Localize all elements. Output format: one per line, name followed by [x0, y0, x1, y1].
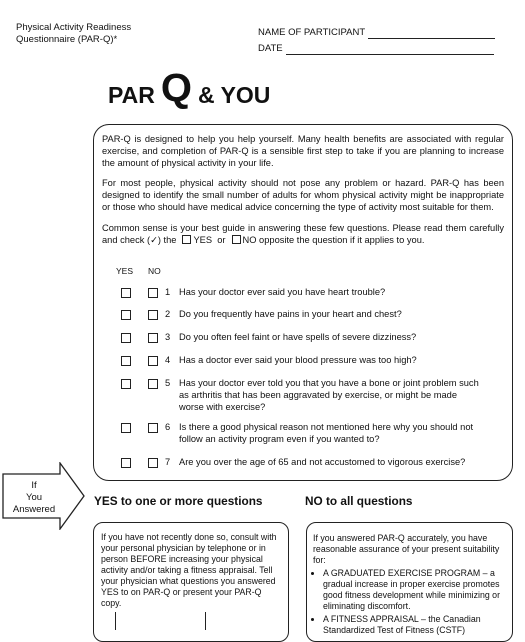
document-title	[16, 22, 186, 46]
participant-name-field[interactable]	[368, 28, 495, 39]
q5-text: Has your doctor ever told you that you have a bone or joint problem such as arthritis that has been aggravated by exercise, or might be made worse with exercise?	[179, 378, 479, 412]
intro-p3-start: Common sense is your best guide in answering these few questions. Please read them carefully and check (	[102, 222, 504, 245]
document-title-line2: Questionnaire (PAR-Q)*	[16, 34, 118, 45]
q4-text: Has a doctor ever said your blood pressure was too high?	[179, 355, 417, 365]
q1-number: 1	[165, 287, 171, 297]
participant-fields	[258, 26, 495, 55]
question-row-2	[121, 308, 479, 320]
arrow-label-line3: Answered	[12, 504, 56, 515]
intro-p3-yes: YES	[193, 234, 213, 245]
no-section-heading: NO to all questions	[305, 494, 413, 508]
q3-yes-checkbox[interactable]	[121, 333, 131, 343]
q3-number: 3	[165, 332, 171, 342]
no-advice-intro: If you answered PAR-Q accurately, you have reasonable assurance of your present suitability for:	[313, 533, 500, 565]
no-advice-item-2: • A FITNESS APPRAISAL – the Canadian Standardized Test of Fitness (CSTF)	[323, 614, 507, 636]
q7-number: 7	[165, 457, 171, 467]
date-row	[258, 42, 495, 55]
participant-name-row	[258, 26, 495, 39]
q2-number: 2	[165, 309, 171, 319]
q7-no-checkbox[interactable]	[148, 458, 158, 468]
intro-p3-the: ) the	[157, 234, 177, 245]
title-q: Q	[160, 66, 192, 110]
q5-no-checkbox[interactable]	[148, 379, 158, 389]
yes-advice-text: If you have not recently done so, consult with your personal physician by telephone or in person BEFORE increasing your physical activity and/or taking a fitness appraisal. Tell your physician what questions you answered YES to on PAR-Q or present your PAR-Q copy.	[101, 532, 277, 608]
check-mark-icon: ✓	[150, 234, 158, 245]
q2-text: Do you frequently have pains in your heart and chest?	[179, 309, 402, 319]
intro-p3-or: or	[217, 234, 226, 245]
intro-paragraph-1: PAR-Q is designed to help you help yourself. Many health benefits are associated with regular exercise, and completion of PAR-Q is a sensible first step to take if you are planning to increase the amount of physical activity in your life.	[102, 134, 504, 168]
q1-yes-checkbox[interactable]	[121, 288, 131, 298]
intro-paragraph-3	[102, 223, 504, 247]
q5-number: 5	[165, 378, 171, 388]
date-label: DATE	[258, 43, 283, 54]
participant-name-label: NAME OF PARTICIPANT	[258, 27, 366, 38]
q6-text: Is there a good physical reason not mentioned here why you should not follow an activity program even if you wanted to?	[179, 422, 474, 444]
question-row-4	[121, 354, 479, 366]
q7-yes-checkbox[interactable]	[121, 458, 131, 468]
yes-connector-line-right	[205, 612, 206, 630]
question-row-3	[121, 331, 479, 343]
questionnaire-box	[93, 124, 513, 481]
if-you-answered-label	[6, 480, 62, 516]
q2-yes-checkbox[interactable]	[121, 310, 131, 320]
q1-no-checkbox[interactable]	[148, 288, 158, 298]
q4-no-checkbox[interactable]	[148, 356, 158, 366]
question-row-1	[121, 286, 479, 298]
no-column-header: NO	[148, 266, 161, 276]
inline-no-checkbox-icon	[232, 235, 241, 244]
intro-p3-no: NO opposite the question if it applies to you.	[242, 234, 425, 245]
no-advice-list	[313, 568, 507, 636]
title-par: PAR	[108, 82, 155, 108]
no-advice-item-1: • A GRADUATED EXERCISE PROGRAM – a gradual increase in proper exercise promotes good fitness development while minimizing or eliminating discomfort.	[323, 568, 507, 612]
q3-no-checkbox[interactable]	[148, 333, 158, 343]
q3-text: Do you often feel faint or have spells of severe dizziness?	[179, 332, 417, 342]
yes-advice-box	[93, 522, 289, 642]
document-title-line1: Physical Activity Readiness	[16, 22, 132, 33]
yes-connector-line-left	[115, 612, 116, 630]
date-field[interactable]	[286, 44, 494, 55]
q7-text: Are you over the age of 65 and not accustomed to vigorous exercise?	[179, 457, 466, 467]
question-row-7	[121, 456, 479, 468]
inline-yes-checkbox-icon	[182, 235, 191, 244]
q6-yes-checkbox[interactable]	[121, 423, 131, 433]
no-advice-box	[306, 522, 513, 642]
yes-section-heading: YES to one or more questions	[94, 494, 263, 508]
question-row-5	[121, 377, 479, 413]
q6-number: 6	[165, 422, 171, 432]
arrow-label-line1: If	[31, 480, 37, 491]
title-and-you: & YOU	[197, 82, 271, 108]
q4-number: 4	[165, 355, 171, 365]
page-title	[108, 68, 270, 108]
yes-column-header: YES	[116, 266, 134, 276]
q6-no-checkbox[interactable]	[148, 423, 158, 433]
intro-paragraph-2: For most people, physical activity should not pose any problem or hazard. PAR-Q has been designed to identify the small number of adults for whom physical activity might be inappropriate or those who should have medical advice concerning the type of activity most suitable for them.	[102, 178, 504, 212]
question-row-6	[121, 421, 479, 445]
q5-yes-checkbox[interactable]	[121, 379, 131, 389]
q1-text: Has your doctor ever said you have heart trouble?	[179, 287, 386, 297]
q2-no-checkbox[interactable]	[148, 310, 158, 320]
arrow-label-line2: You	[25, 492, 43, 503]
q4-yes-checkbox[interactable]	[121, 356, 131, 366]
